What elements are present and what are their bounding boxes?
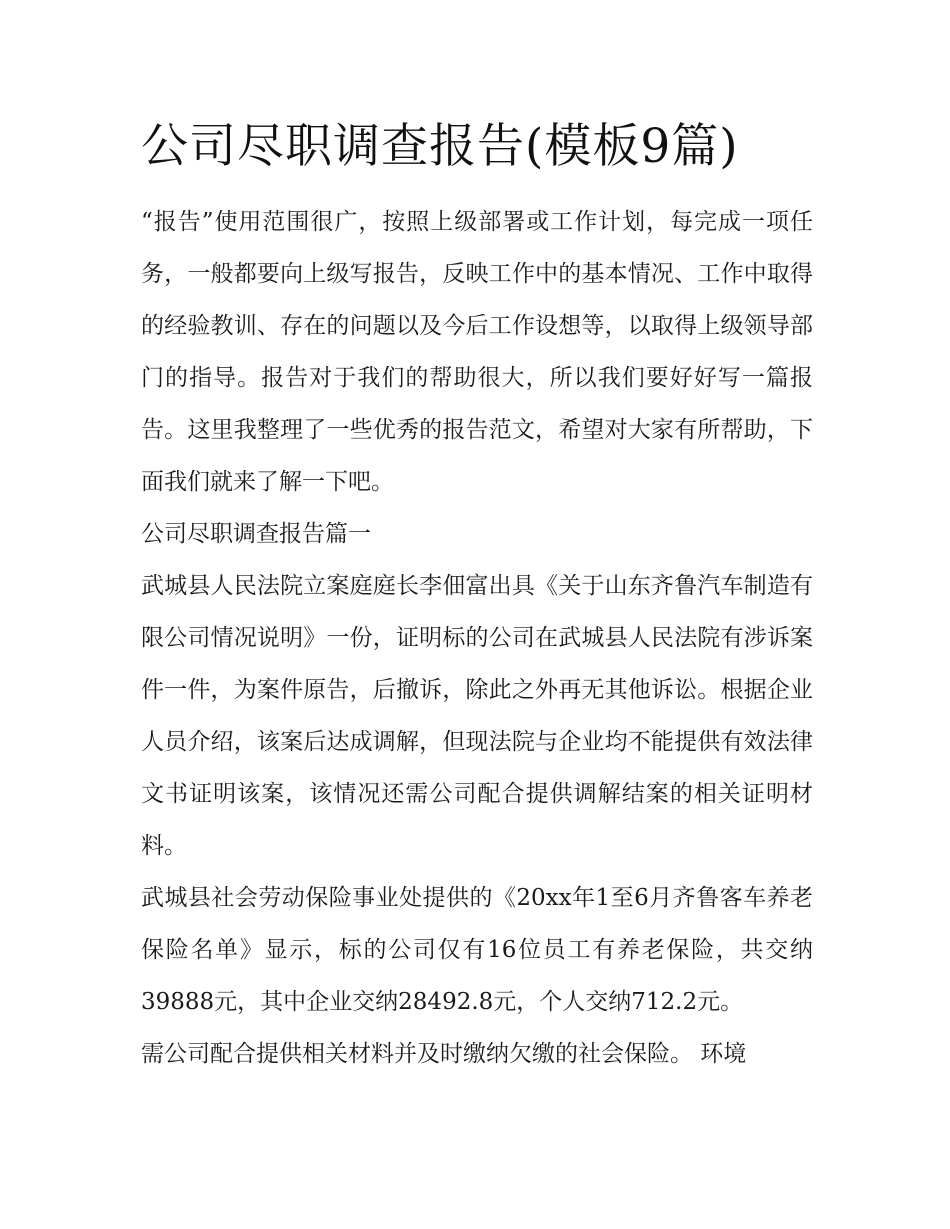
document-title: 公司尽职调查报告(模板9篇)	[141, 119, 739, 174]
section-heading: 公司尽职调查报告篇一	[141, 521, 371, 547]
intro-paragraph: “报告”使用范围很广，按照上级部署或工作计划，每完成一项任务，一般都要向上级写报告，反映工作中的基本情况、工作中取得的经验教训、存在的问题以及今后工作设想等，以取得上级领导部门的指导。报告对于我们的帮助很大，所以我们要好好写一篇报告。这里我整理了一些优秀的报告范文，希望对大家有所帮助，下面我们就来了解一下吧。	[141, 209, 813, 495]
body-paragraph-insurance: 武城县社会劳动保险事业处提供的《20xx年1至6月齐鲁客车养老保险名单》显示，标的公司仅有16位员工有养老保险，共交纳39888元，其中企业交纳28492.8元，个人交纳712.2元。	[141, 885, 813, 1015]
body-paragraph-cooperation: 需公司配合提供相关材料并及时缴纳欠缴的社会保险。 环境	[141, 1041, 747, 1067]
document-page	[141, 108, 813, 1080]
body-paragraph-court: 武城县人民法院立案庭庭长李佃富出具《关于山东齐鲁汽车制造有限公司情况说明》一份，证明标的公司在武城县人民法院有涉诉案件一件，为案件原告，后撤诉，除此之外再无其他诉讼。根据企业人员介绍，该案后达成调解，但现法院与企业均不能提供有效法律文书证明该案，该情况还需公司配合提供调解结案的相关证明材料。	[141, 573, 813, 859]
